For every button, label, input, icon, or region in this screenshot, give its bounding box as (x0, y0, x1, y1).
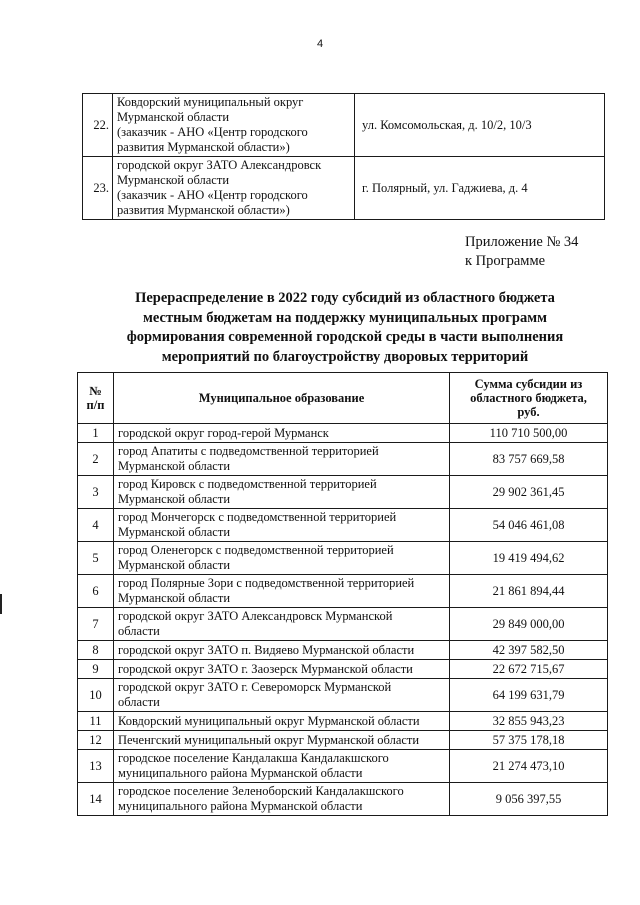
name-line: город Оленегорск с подведомственной территорией (118, 543, 394, 557)
row-number: 13 (78, 750, 114, 783)
municipality-name (114, 783, 450, 816)
table-row (78, 424, 608, 443)
name-line: муниципального района Мурманской области (118, 799, 363, 813)
row-number: 12 (78, 731, 114, 750)
table-row (78, 750, 608, 783)
header-sum-line: Сумма субсидии из (474, 377, 583, 391)
name-line: Мурманской области (118, 492, 231, 506)
heading-line: Перераспределение в 2022 году субсидий из областного бюджета (135, 290, 555, 306)
name-line: (заказчик - АНО «Центр городского (117, 125, 308, 139)
row-number: 7 (78, 608, 114, 641)
municipality-customer (113, 157, 355, 220)
table-row (78, 660, 608, 679)
name-line: развития Мурманской области») (117, 203, 290, 217)
name-line: городской округ ЗАТО г. Североморск Мурманской (118, 680, 392, 694)
document-heading (80, 289, 610, 367)
name-line: развития Мурманской области») (117, 140, 290, 154)
table-row (78, 575, 608, 608)
header-sum-line: руб. (517, 405, 540, 419)
subsidy-amount: 83 757 669,58 (450, 443, 608, 476)
name-line: городской округ ЗАТО г. Заозерск Мурманской области (118, 661, 413, 676)
name-line: муниципального района Мурманской области (118, 766, 363, 780)
table-row (78, 509, 608, 542)
header-sum-line: областного бюджета, (470, 391, 587, 405)
table-header-row (78, 373, 608, 424)
name-line: город Мончегорск с подведомственной территорией (118, 510, 397, 524)
name-line: городской округ ЗАТО п. Видяево Мурманской области (118, 642, 415, 657)
name-line: городской округ ЗАТО Александровск Мурманской (118, 609, 393, 623)
heading-line: формирования современной городской среды в части выполнения (126, 329, 564, 345)
address: ул. Комсомольская, д. 10/2, 10/3 (355, 94, 605, 157)
subsidy-amount: 32 855 943,23 (450, 712, 608, 731)
row-number: 2 (78, 443, 114, 476)
name-line: Мурманской области (117, 110, 230, 124)
table-row (78, 783, 608, 816)
municipality-name (114, 424, 450, 443)
addresses-table-continuation (82, 93, 605, 220)
subsidy-amount: 54 046 461,08 (450, 509, 608, 542)
municipality-name (114, 750, 450, 783)
name-line: Мурманской области (118, 459, 231, 473)
name-line: области (118, 624, 160, 638)
table-row (78, 476, 608, 509)
header-num (78, 373, 114, 424)
name-line: Ковдорский муниципальный округ (117, 95, 304, 109)
header-municipality: Муниципальное образование (114, 373, 450, 424)
scan-edge-mark (0, 594, 2, 614)
subsidy-amount: 9 056 397,55 (450, 783, 608, 816)
subsidy-amount: 21 861 894,44 (450, 575, 608, 608)
row-number: 6 (78, 575, 114, 608)
appendix-program: к Программе (465, 253, 546, 269)
row-number: 8 (78, 641, 114, 660)
table-row (78, 731, 608, 750)
page-number: 4 (316, 38, 324, 50)
name-line: Мурманской области (118, 591, 231, 605)
name-line: Мурманской области (118, 558, 231, 572)
table-row (78, 641, 608, 660)
subsidy-amount: 19 419 494,62 (450, 542, 608, 575)
row-number: 1 (78, 424, 114, 443)
appendix-number: Приложение № 34 (465, 234, 579, 250)
subsidy-amount: 64 199 631,79 (450, 679, 608, 712)
header-num-line: № (89, 384, 102, 398)
row-number: 10 (78, 679, 114, 712)
name-line: городской округ ЗАТО Александровск (117, 158, 322, 172)
subsidy-table (77, 372, 608, 816)
name-line: город Апатиты с подведомственной территорией (118, 444, 379, 458)
subsidy-amount: 110 710 500,00 (450, 424, 608, 443)
row-number: 14 (78, 783, 114, 816)
row-number: 22. (83, 94, 113, 157)
row-number: 5 (78, 542, 114, 575)
subsidy-amount: 29 849 000,00 (450, 608, 608, 641)
subsidy-amount: 42 397 582,50 (450, 641, 608, 660)
name-line: Ковдорский муниципальный округ Мурманской области (118, 713, 420, 728)
name-line: город Кировск с подведомственной территорией (118, 477, 377, 491)
municipality-customer (113, 94, 355, 157)
municipality-name (114, 509, 450, 542)
municipality-name (114, 542, 450, 575)
name-line: городской округ город-герой Мурманск (118, 425, 329, 440)
row-number: 23. (83, 157, 113, 220)
row-number: 3 (78, 476, 114, 509)
name-line: (заказчик - АНО «Центр городского (117, 188, 308, 202)
header-sum (450, 373, 608, 424)
heading-line: мероприятий по благоустройству дворовых территорий (161, 348, 529, 365)
name-line: городское поселение Кандалакша Кандалакшского (118, 751, 389, 765)
name-line: городское поселение Зеленоборский Кандалакшского (118, 784, 404, 798)
address: г. Полярный, ул. Гаджиева, д. 4 (355, 157, 605, 220)
table-row (78, 542, 608, 575)
appendix-label (465, 233, 578, 271)
heading-line: местным бюджетам на поддержку муниципальных программ (143, 309, 547, 326)
name-line: области (118, 695, 160, 709)
table-row (78, 443, 608, 476)
municipality-name (114, 660, 450, 679)
subsidy-amount: 22 672 715,67 (450, 660, 608, 679)
row-number: 9 (78, 660, 114, 679)
name-line: город Полярные Зори с подведомственной территорией (118, 576, 415, 590)
municipality-name (114, 731, 450, 750)
table-row (83, 157, 605, 220)
table-row (78, 712, 608, 731)
municipality-name (114, 575, 450, 608)
table-row (78, 679, 608, 712)
municipality-name (114, 608, 450, 641)
municipality-name (114, 712, 450, 731)
name-line: Мурманской области (117, 173, 230, 187)
name-line: Мурманской области (118, 525, 231, 539)
table-row (83, 94, 605, 157)
municipality-name (114, 476, 450, 509)
table-row (78, 608, 608, 641)
municipality-name (114, 641, 450, 660)
row-number: 11 (78, 712, 114, 731)
municipality-name (114, 443, 450, 476)
header-num-line: п/п (86, 398, 105, 412)
subsidy-amount: 21 274 473,10 (450, 750, 608, 783)
name-line: Печенгский муниципальный округ Мурманской области (118, 732, 420, 747)
row-number: 4 (78, 509, 114, 542)
subsidy-amount: 29 902 361,45 (450, 476, 608, 509)
municipality-name (114, 679, 450, 712)
subsidy-amount: 57 375 178,18 (450, 731, 608, 750)
